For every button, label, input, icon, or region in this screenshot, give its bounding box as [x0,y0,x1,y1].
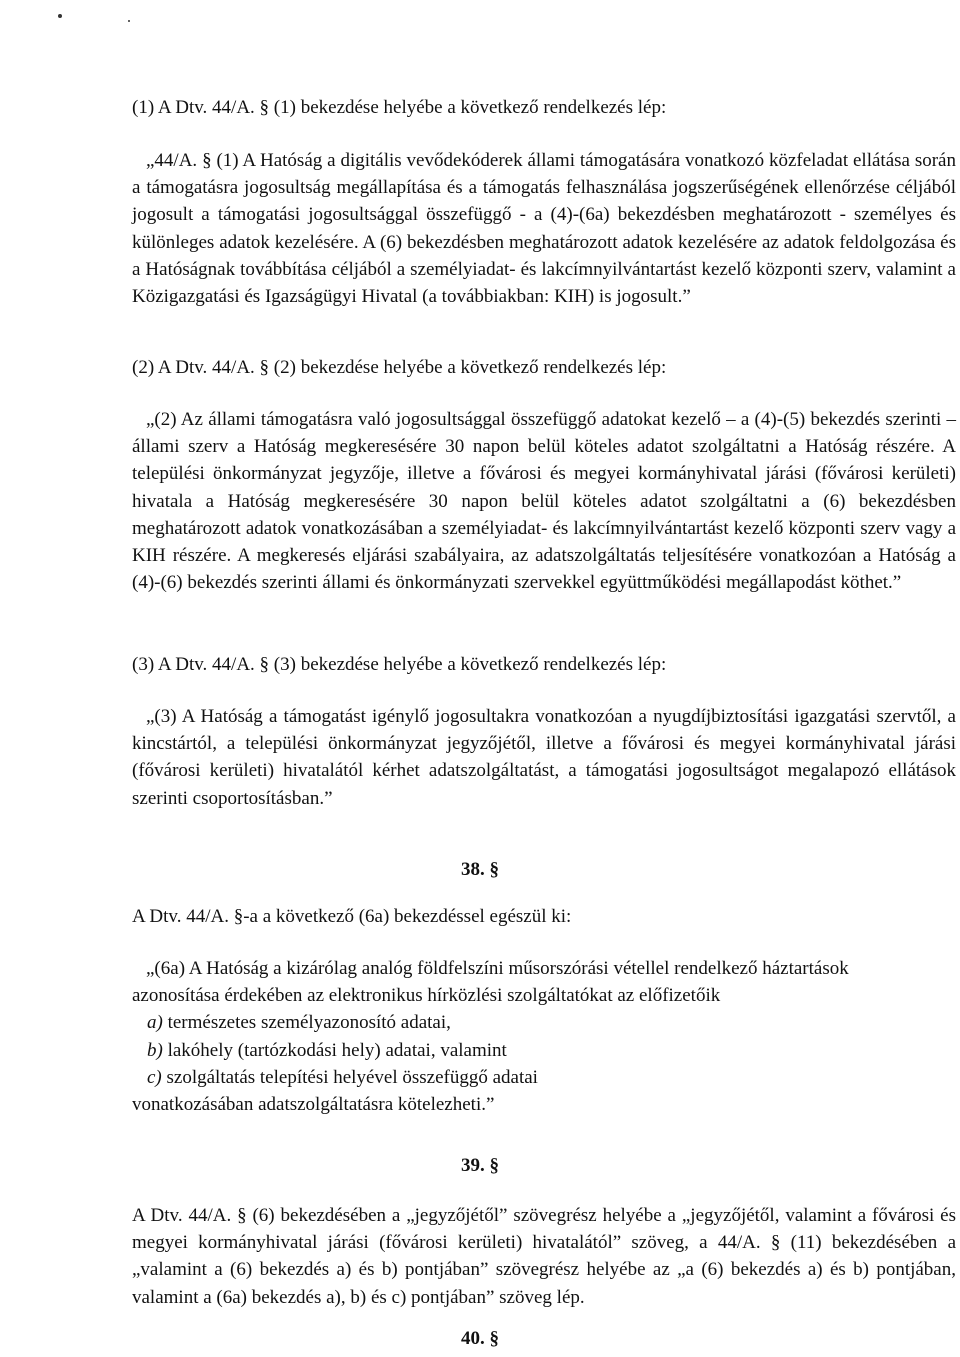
section-38-quote-line: „(6a) A Hatóság a kizárólag analóg földfelszíni műsorszórási vétellel rendelkező háztartások [146,958,849,979]
paragraph-2-intro: (2) A Dtv. 44/A. § (2) bekezdése helyébe a következő rendelkezés lép: [132,357,667,378]
section-38-quote [132,955,956,1118]
list-item-b [147,1037,956,1064]
section-40-heading: 40. § [461,1328,499,1349]
paragraph-3-quote: „(3) A Hatóság a támogatást igénylő jogosultakra vonatkozóan a nyugdíjbiztosítási igazgatási szervtől, a kincstártól, a települési önkormányzat jegyzőjétől, illetve a fővárosi és megyei kormányhivatal járási (fővárosi kerületi) hivatalától kérhet adatszolgáltatást, a támogatási jogosultságot megalapozó ellátások szerinti csoportosításban.” [132,706,956,809]
list-text: lakóhely (tartózkodási hely) adatai, valamint [167,1039,507,1061]
section-38-intro: A Dtv. 44/A. §-a a következő (6a) bekezdéssel egészül ki: [132,906,572,927]
paragraph-1-intro: (1) A Dtv. 44/A. § (1) bekezdése helyébe a következő rendelkezés lép: [132,97,667,118]
section-38-heading: 38. § [461,859,499,880]
list-item-c [147,1064,956,1091]
scan-speck [58,14,62,18]
paragraph-1-quote: „44/A. § (1) A Hatóság a digitális vevődekóderek állami támogatására vonatkozó közfeladat ellátása során a támogatásra jogosultság megállapítása és a támogatás felhasználása jogszerűségének ellenőrzése céljából jogosult a támogatási jogosultsággal összefüggő - a (4)-(6a) bekezdésben meghatározott - személyes és különleges adatok kezelésére. A (6) bekezdésben meghatározott adatok kezelésére az adatok feldolgozása és a Hatóságnak továbbítása céljából a személyiadat- és lakcímnyilvántartást kezelő központi szerv, valamint a Közigazgatási és Igazságügyi Hivatal (a továbbiakban: KIH) is jogosult.” [132,150,956,308]
scan-speck [128,20,130,22]
list-item-a [147,1009,956,1036]
list-letter: c) [147,1066,162,1088]
list-letter: b) [147,1039,163,1061]
section-39-text: A Dtv. 44/A. § (6) bekezdésében a „jegyzőjétől” szövegrész helyébe a „jegyzőjétől, valamint a fővárosi és megyei kormányhivatal járási (fővárosi kerületi) hivatalától” szöveg, a 44/A. § (11) bekezdésében a „valamint a (6) bekezdés a) és b) pontjában” szövegrész helyébe az „a (6) bekezdés a) és b) pontjában, valamint a (6a) bekezdés a), b) és c) pontjában” szöveg lép. [132,1205,956,1308]
paragraph-3-intro: (3) A Dtv. 44/A. § (3) bekezdése helyébe a következő rendelkezés lép: [132,654,667,675]
list-letter: a) [147,1012,163,1034]
paragraph-2-quote: „(2) Az állami támogatásra való jogosultsággal összefüggő adatokat kezelő – a (4)-(5) bekezdés szerinti – állami szerv a Hatóság megkeresésére 30 napon belül köteles adatot szolgáltatni a Hatóság részére. A települési önkormányzat jegyzője, illetve a fővárosi és megyei kormányhivatal járási (fővárosi kerületi) hivatala a Hatóság megkeresésére 30 napon belül köteles adatot szolgáltatni a (6) bekezdésben meghatározott adatok vonatkozásában a személyiadat- és lakcímnyilvántartást kezelő központi szerv vagy a KIH részére. A megkeresés eljárási szabályaira, az adatszolgáltatás teljesítésére vonatkozóan a Hatóság a (4)-(6) bekezdés szerinti állami és önkormányzati szervekkel együttműködési megállapodást köthet.” [132,409,956,594]
list-text: természetes személyazonosító adatai, [167,1012,451,1034]
section-38-quote-line: azonosítása érdekében az elektronikus hírközlési szolgáltatókat az előfizetőik [132,985,721,1007]
section-39-heading: 39. § [461,1155,499,1176]
list-text: szolgáltatás telepítési helyével összefüggő adatai [166,1066,538,1088]
section-38-quote-closing: vonatkozásában adatszolgáltatásra kötelezheti.” [132,1094,495,1116]
